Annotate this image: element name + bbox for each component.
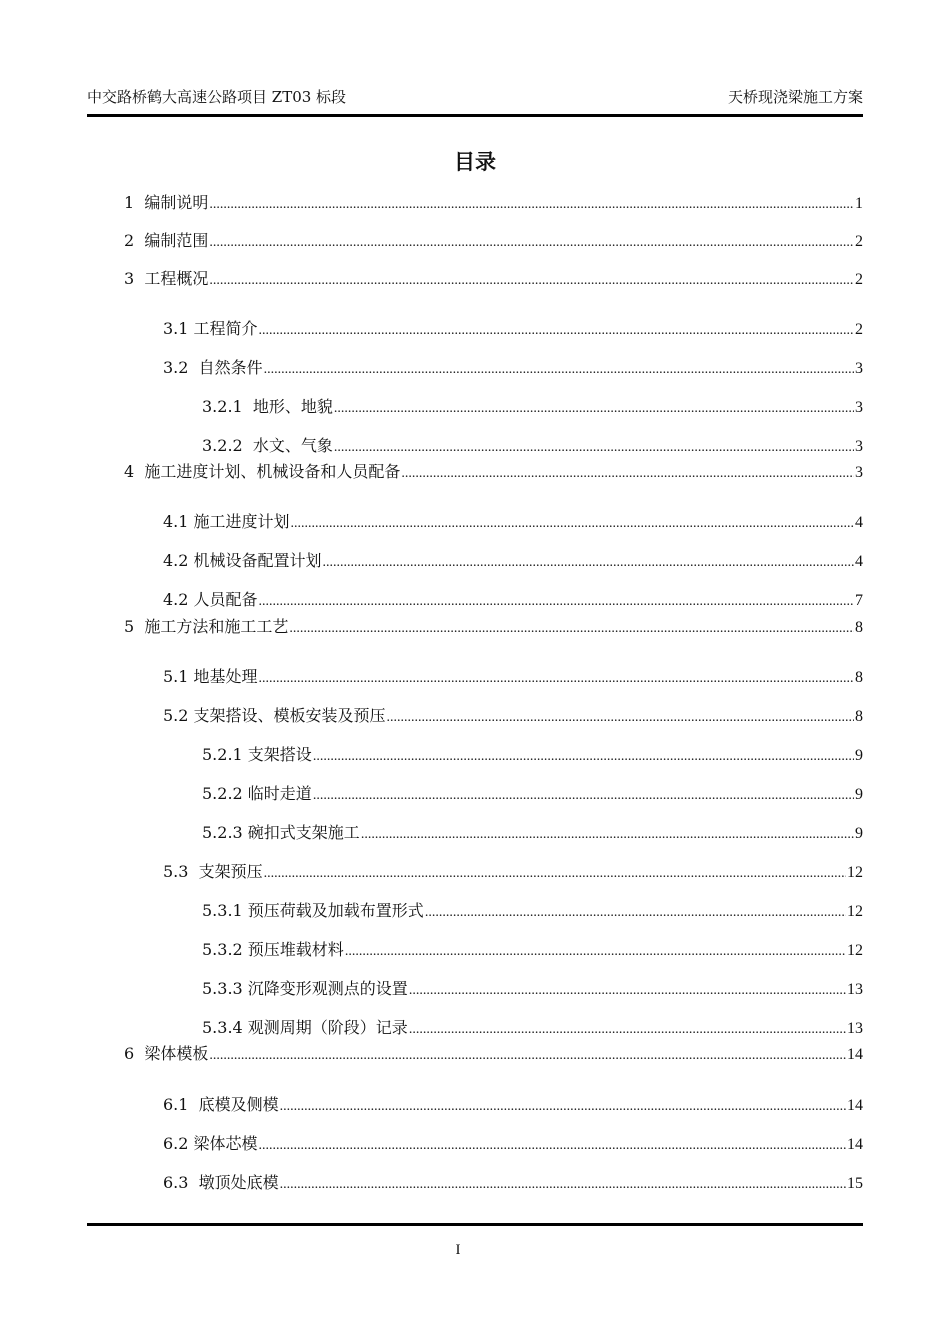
toc-entry[interactable] — [202, 939, 863, 961]
toc-entry[interactable] — [202, 396, 863, 418]
toc-dot-leader — [425, 902, 846, 924]
toc-entry-label: 5.1 地基处理 — [163, 667, 258, 686]
toc-dot-leader — [259, 1135, 846, 1157]
toc-entry-label: 4.2 人员配备 — [163, 590, 258, 609]
toc-entry[interactable] — [202, 783, 863, 805]
toc-dot-leader — [259, 668, 854, 690]
toc-entry-page-number: 2 — [855, 271, 863, 288]
toc-entry-label: 3.2.1 地形、地貌 — [202, 397, 333, 416]
toc-entry-page-number: 13 — [847, 981, 863, 998]
toc-entry-label: 6.3 墩顶处底模 — [163, 1173, 279, 1192]
toc-dot-leader — [209, 270, 854, 292]
toc-dot-leader — [334, 398, 854, 420]
header-project-name: 中交路桥鹤大高速公路项目 ZT03 标段 — [87, 88, 347, 106]
toc-dot-leader — [209, 1045, 846, 1067]
toc-entry-label: 4.2 机械设备配置计划 — [163, 551, 322, 570]
toc-entry-page-number: 4 — [855, 514, 863, 531]
toc-dot-leader — [313, 785, 854, 807]
toc-entry-page-number: 12 — [847, 942, 863, 959]
toc-entry[interactable] — [202, 744, 863, 766]
toc-entry[interactable] — [124, 192, 863, 214]
toc-entry-label: 5.3.1 预压荷载及加载布置形式 — [202, 901, 424, 920]
toc-entry-page-number: 7 — [855, 592, 863, 609]
header-document-title: 天桥现浇梁施工方案 — [727, 88, 863, 106]
toc-entry-label: 2 编制范围 — [124, 231, 209, 250]
toc-dot-leader — [280, 1174, 846, 1196]
toc-dot-leader — [387, 707, 854, 729]
toc-entry[interactable] — [124, 268, 863, 290]
toc-entry[interactable] — [163, 1094, 863, 1116]
toc-entry-label: 5 施工方法和施工工艺 — [124, 617, 289, 636]
toc-entry-page-number: 3 — [855, 464, 863, 481]
toc-dot-leader — [361, 824, 854, 846]
toc-entry-label: 3.1 工程简介 — [163, 319, 258, 338]
toc-entry[interactable] — [163, 705, 863, 727]
footer-divider — [87, 1223, 863, 1226]
toc-entry-page-number: 2 — [855, 321, 863, 338]
toc-dot-leader — [334, 437, 854, 459]
toc-entry[interactable] — [202, 435, 863, 457]
toc-dot-leader — [209, 232, 854, 254]
toc-entry-page-number: 2 — [855, 233, 863, 250]
toc-dot-leader — [264, 863, 846, 885]
toc-entry-label: 5.2 支架搭设、模板安装及预压 — [163, 706, 386, 725]
toc-entry-page-number: 14 — [847, 1046, 863, 1063]
toc-entry-label: 5.3.2 预压堆载材料 — [202, 940, 344, 959]
toc-entry-page-number: 3 — [855, 399, 863, 416]
toc-entry[interactable] — [163, 357, 863, 379]
toc-entry-label: 6 梁体模板 — [124, 1044, 209, 1063]
toc-entry[interactable] — [202, 900, 863, 922]
toc-entry[interactable] — [124, 461, 863, 483]
toc-entry-label: 6.1 底模及侧模 — [163, 1095, 279, 1114]
toc-entry-page-number: 9 — [855, 747, 863, 764]
toc-dot-leader — [401, 463, 854, 485]
toc-dot-leader — [259, 320, 854, 342]
toc-entry-page-number: 9 — [855, 786, 863, 803]
toc-entry-label: 1 编制说明 — [124, 193, 209, 212]
toc-entry-page-number: 1 — [855, 195, 863, 212]
page-header — [87, 86, 863, 117]
toc-dot-leader — [409, 1019, 846, 1041]
toc-entry-label: 5.3.4 观测周期（阶段）记录 — [202, 1018, 408, 1037]
toc-entry[interactable] — [163, 1172, 863, 1194]
toc-entry[interactable] — [163, 666, 863, 688]
toc-entry[interactable] — [124, 616, 863, 638]
toc-entry-label: 5.2.1 支架搭设 — [202, 745, 312, 764]
toc-entry-page-number: 14 — [847, 1097, 863, 1114]
toc-entry-label: 3.2 自然条件 — [163, 358, 263, 377]
toc-entry-label: 4.1 施工进度计划 — [163, 512, 290, 531]
toc-dot-leader — [291, 513, 854, 535]
toc-entry[interactable] — [163, 511, 863, 533]
toc-dot-leader — [345, 941, 846, 963]
toc-title: 目录 — [454, 150, 496, 174]
toc-entry[interactable] — [202, 822, 863, 844]
toc-entry[interactable] — [163, 589, 863, 611]
toc-entry-label: 5.2.2 临时走道 — [202, 784, 312, 803]
toc-entry-page-number: 12 — [847, 864, 863, 881]
toc-entry-page-number: 4 — [855, 553, 863, 570]
toc-dot-leader — [313, 746, 854, 768]
toc-entry-page-number: 13 — [847, 1020, 863, 1037]
toc-dot-leader — [289, 618, 854, 640]
toc-dot-leader — [323, 552, 854, 574]
toc-dot-leader — [209, 194, 854, 216]
toc-entry-label: 5.3 支架预压 — [163, 862, 263, 881]
toc-dot-leader — [264, 359, 854, 381]
toc-entry-page-number: 3 — [855, 438, 863, 455]
page-number: I — [455, 1242, 461, 1258]
toc-entry[interactable] — [163, 550, 863, 572]
toc-dot-leader — [409, 980, 846, 1002]
toc-entry-page-number: 3 — [855, 360, 863, 377]
toc-entry-label: 6.2 梁体芯模 — [163, 1134, 258, 1153]
toc-entry-label: 4 施工进度计划、机械设备和人员配备 — [124, 462, 401, 481]
toc-entry-page-number: 15 — [847, 1175, 863, 1192]
toc-entry[interactable] — [202, 978, 863, 1000]
toc-entry-label: 5.2.3 碗扣式支架施工 — [202, 823, 360, 842]
toc-entry-page-number: 8 — [855, 619, 863, 636]
toc-entry-page-number: 9 — [855, 825, 863, 842]
toc-entry[interactable] — [163, 861, 863, 883]
toc-entry-label: 5.3.3 沉降变形观测点的设置 — [202, 979, 408, 998]
toc-entry[interactable] — [124, 1043, 863, 1065]
toc-entry[interactable] — [124, 230, 863, 252]
toc-entry-page-number: 8 — [855, 669, 863, 686]
toc-dot-leader — [259, 591, 854, 613]
toc-entry-page-number: 14 — [847, 1136, 863, 1153]
toc-entry[interactable] — [202, 1017, 863, 1039]
toc-entry-label: 3 工程概况 — [124, 269, 209, 288]
toc-entry-label: 3.2.2 水文、气象 — [202, 436, 333, 455]
toc-entry[interactable] — [163, 1133, 863, 1155]
toc-dot-leader — [280, 1096, 846, 1118]
toc-entry[interactable] — [163, 318, 863, 340]
toc-entry-page-number: 12 — [847, 903, 863, 920]
toc-entry-page-number: 8 — [855, 708, 863, 725]
